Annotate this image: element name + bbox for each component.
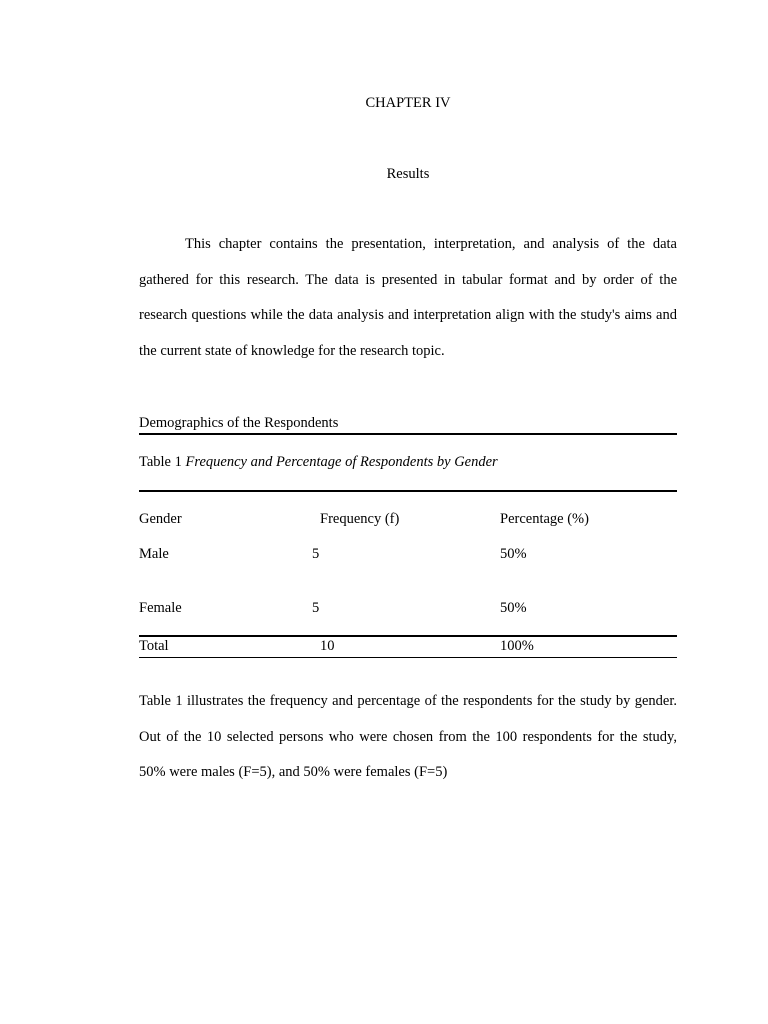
table-top-rule xyxy=(139,490,677,492)
section-title: Results xyxy=(386,166,430,182)
table-total-percentage: 100% xyxy=(500,638,534,654)
table-total-frequency: 10 xyxy=(320,638,335,654)
table-label: Table 1 xyxy=(139,454,182,470)
table-cell-gender: Male xyxy=(139,546,169,562)
table-cell-frequency: 5 xyxy=(312,600,320,616)
table-cell-percentage: 50% xyxy=(500,546,527,562)
table-caption xyxy=(139,453,498,471)
table-total-rule xyxy=(139,635,677,637)
table-total-label: Total xyxy=(139,638,169,654)
table-header-percentage: Percentage (%) xyxy=(500,511,589,527)
analysis-paragraph: Table 1 illustrates the frequency and percentage of the respondents for the study by gender. Out of the 10 selected persons who were chosen from the 100 respondents for the study, 50% were males (F=5), and 50% were females (F=5) xyxy=(139,693,677,781)
table-header-gender: Gender xyxy=(139,511,182,527)
chapter-heading: CHAPTER IV xyxy=(365,95,451,111)
table-title: Frequency and Percentage of Respondents by Gender xyxy=(185,454,498,470)
table-header-frequency: Frequency (f) xyxy=(320,511,400,527)
demographics-subheading: Demographics of the Respondents xyxy=(139,414,677,435)
table-cell-frequency: 5 xyxy=(312,546,320,562)
intro-paragraph: This chapter contains the presentation, interpretation, and analysis of the data gathered for this research. The data is presented in tabular format and by order of the research questions while the data analysis and interpretation align with the study's aims and the current state of knowledge for the research topic. xyxy=(139,236,677,359)
table-cell-percentage: 50% xyxy=(500,600,527,616)
table-cell-gender: Female xyxy=(139,600,182,616)
table-bottom-rule xyxy=(139,657,677,658)
